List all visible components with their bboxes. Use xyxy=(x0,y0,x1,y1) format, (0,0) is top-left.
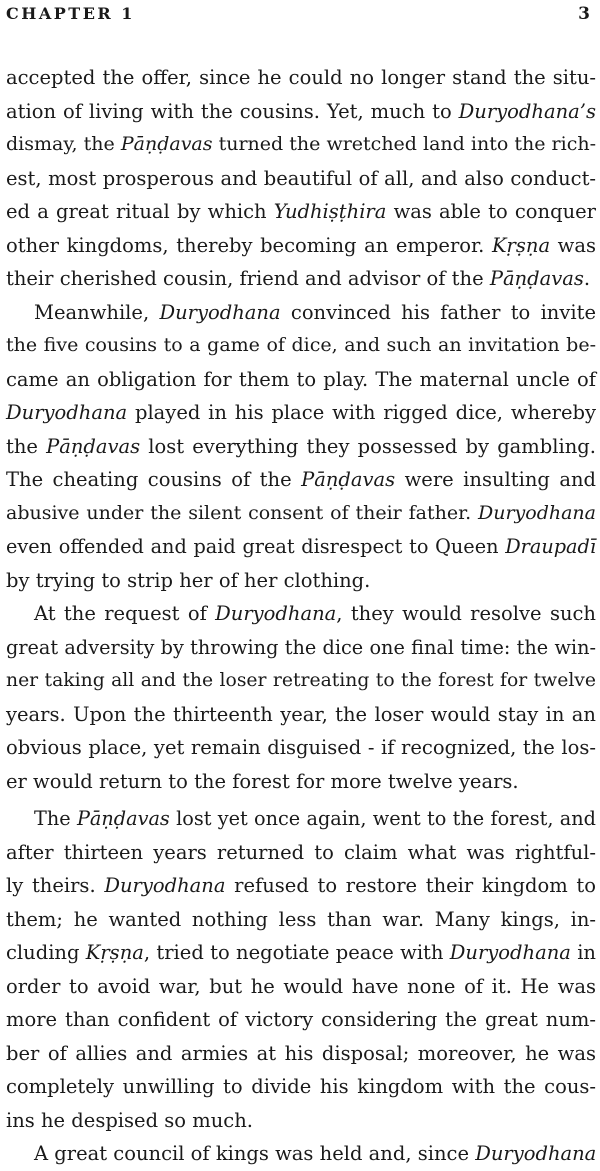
text-line: completely unwilling to divide his kingdom with the cous- xyxy=(6,1075,596,1098)
text-line: ed a great ritual by which Yudhiṣṭhira was able to conquer xyxy=(6,200,596,223)
text-line: the Pāṇḍavas lost everything they possessed by gambling. xyxy=(6,434,596,458)
text-line: order to avoid war, but he would have none of it. He was xyxy=(6,974,596,998)
text-line: At the request of Duryodhana, they would resolve such xyxy=(34,602,596,625)
chapter-label: CHAPTER 1 xyxy=(6,4,135,23)
italic-name: Kṛṣṇa xyxy=(491,233,551,257)
italic-name: Duryodhana xyxy=(6,401,128,424)
text-line: cluding Kṛṣṇa, tried to negotiate peace with Duryodhana in xyxy=(6,941,596,964)
italic-name: Pāṇḍavas xyxy=(301,468,396,491)
text-line: great adversity by throwing the dice one final time: the win- xyxy=(6,635,596,659)
text-line: A great council of kings was held and, since Duryodhana xyxy=(34,1142,597,1165)
text-line: after thirteen years returned to claim what was rightful- xyxy=(6,840,596,864)
text-line: by trying to strip her of her clothing. xyxy=(6,568,371,592)
italic-name: Pāṇḍavas xyxy=(46,434,141,458)
italic-name: Duryodhana xyxy=(475,1142,597,1165)
text-line: other kingdoms, thereby becoming an emperor. Kṛṣṇa was xyxy=(6,233,596,257)
text-line: came an obligation for them to play. The maternal uncle of xyxy=(6,367,596,391)
text-line: The cheating cousins of the Pāṇḍavas were insulting and xyxy=(6,468,596,491)
text-line: even offended and paid great disrespect to Queen Draupadī xyxy=(6,535,596,558)
text-line: more than confident of victory considering the great num- xyxy=(6,1008,596,1031)
italic-name: Duryodhana xyxy=(449,941,571,964)
italic-name: Duryodhana’s xyxy=(458,99,596,123)
text-line: est, most prosperous and beautiful of all, and also conduct- xyxy=(6,166,596,190)
text-line: ins he despised so much. xyxy=(6,1108,253,1132)
text-line: accepted the offer, since he could no longer stand the situ- xyxy=(6,66,596,89)
text-line: Duryodhana played in his place with rigged dice, whereby xyxy=(6,401,596,424)
text-line: their cherished cousin, friend and advisor of the Pāṇḍavas. xyxy=(6,267,591,290)
italic-name: Pāṇḍavas xyxy=(120,133,213,155)
text-line: The Pāṇḍavas lost yet once again, went to the forest, and xyxy=(34,807,597,830)
italic-name: Pāṇḍavas xyxy=(76,807,170,830)
text-line: ation of living with the cousins. Yet, much to Duryodhana’s xyxy=(6,99,596,123)
text-line: them; he wanted nothing less than war. Many kings, in- xyxy=(6,907,596,931)
italic-name: Duryodhana xyxy=(477,501,596,524)
text-line: ly theirs. Duryodhana refused to restore their kingdom to xyxy=(6,874,596,897)
text-line: er would return to the forest for more twelve years. xyxy=(6,769,519,793)
text-line: Meanwhile, Duryodhana convinced his father to invite xyxy=(34,300,596,324)
text-line: ner taking all and the loser retreating to the forest for twelve xyxy=(6,670,596,691)
text-line: obvious place, yet remain disguised - if recognized, the los- xyxy=(6,736,596,759)
italic-name: Duryodhana xyxy=(104,874,226,897)
text-line: years. Upon the thirteenth year, the loser would stay in an xyxy=(6,702,596,726)
italic-name: Duryodhana xyxy=(215,602,337,625)
text-line: abusive under the silent consent of their father. Duryodhana xyxy=(6,501,596,524)
page-number: 3 xyxy=(578,4,590,24)
italic-name: Draupadī xyxy=(505,535,596,558)
italic-name: Kṛṣṇa xyxy=(85,941,144,964)
running-head xyxy=(6,4,590,28)
text-line: dismay, the Pāṇḍavas turned the wretched land into the rich- xyxy=(6,133,597,155)
text-line: ber of allies and armies at his disposal; moreover, he was xyxy=(6,1041,596,1065)
italic-name: Duryodhana xyxy=(159,300,281,324)
body-text xyxy=(6,61,596,1171)
italic-name: Yudhiṣṭhira xyxy=(273,200,387,223)
text-line: the five cousins to a game of dice, and such an invitation be- xyxy=(6,334,596,356)
italic-name: Pāṇḍavas xyxy=(489,267,584,290)
